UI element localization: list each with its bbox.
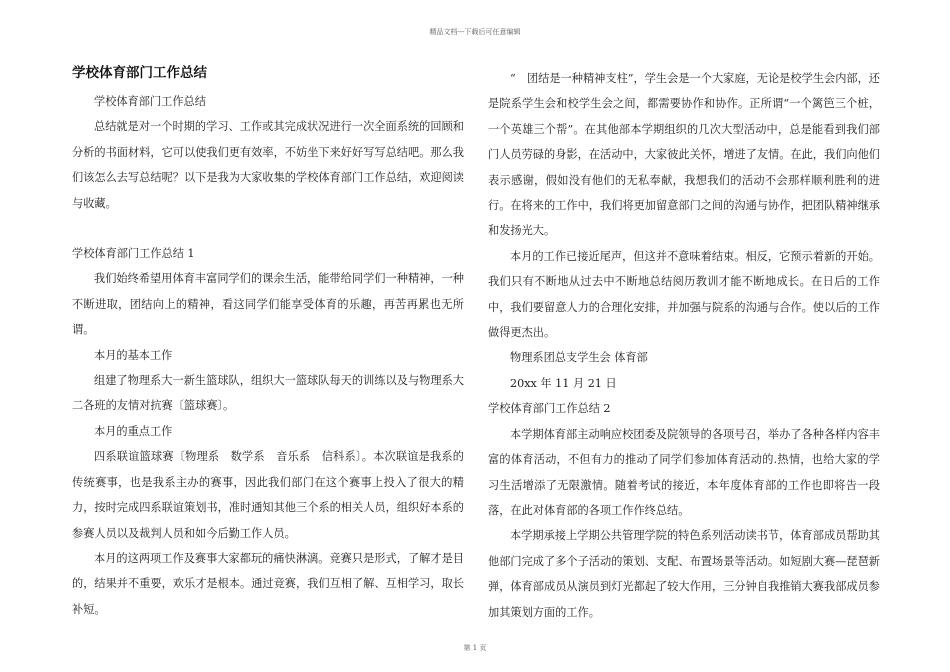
date-line: 20xx 年 11 月 21 日	[510, 376, 617, 390]
page-number: 第 1 页	[463, 644, 487, 652]
key-work-text: 四系联谊篮球赛〔物理系 数学系 音乐系 信科系〕。本次联谊是我系的传统赛事，也是我系主办的赛事，因此我们部门在这个赛事上投入了很大的精力，按时完成四系联谊策划书，准时通知其他三个系的相关人员，组织好本系的参赛人员以及裁判人员和如今后勤工作人员。	[72, 450, 464, 540]
paragraph-month-end: 本月的工作已接近尾声，但这并不意味着结束。相反，它预示着新的开始。我们只有不断地从过去中不断地总结阅历教训才能不断地成长。在日后的工作中，我们要留意人力的合理化安排，并加强与院系的沟通与合作。使以后的工作做得更杰出。	[488, 249, 880, 340]
page-header: 精品文档---下载后可任意编辑	[429, 28, 521, 36]
right-column	[488, 66, 880, 625]
intro-paragraph: 总结就是对一个时期的学习、工作或其完成状况进行一次全面系统的回顾和分析的书面材料，它可以使我们更有效率，不妨坐下来好好写写总结吧。那么我们该怎么去写总结呢？以下是我为大家收集的学校体育部门工作总结，欢迎阅读与收藏。	[72, 120, 464, 210]
basic-work-heading: 本月的基本工作	[94, 348, 173, 362]
spacer	[72, 216, 464, 241]
paragraph-semester: 本学期体育部主动响应校团委及院领导的各项号召，举办了各种各样内容丰富的体育活动，不但有力的推动了同学们参加体育活动的.热情，也给大家的学习生活增添了无限激情。随着考试的接近，本年度体育部的工作也即将告一段落，在此对体育部的各项工作作终总结。	[488, 427, 880, 517]
paragraph-reading-festival: 本学期承接上学期公共管理学院的特色系列活动读书节，体育部成员帮助其他部门完成了多个子活动的策划、支配、布置场景等活动。如短剧大赛—琵琶新弹，体育部成员从演员到灯光都起了较大作用，三分钟自我推销大赛我部成员参加其策划方面的工作。	[488, 529, 880, 619]
paragraph-spirit: 我们始终希望用体育丰富同学们的课余生活，能带给同学们一种精神，一种不断进取，团结向上的精神，看这同学们能享受体育的乐趣，再苦再累也无所谓。	[72, 272, 464, 337]
document-title: 学校体育部门工作总结	[72, 65, 207, 81]
section-heading-2: 学校体育部门工作总结 2	[488, 402, 611, 416]
paragraph-teamwork: “ 团结是一种精神支柱”，学生会是一个大家庭，无论是校学生会内部，还是院系学生会和校学生会之间，都需要协作和协作。正所谓“一个篱笆三个桩，一个英雄三个帮”。在其他部本学期组织的几次大型活动中，总是能看到我们部门人员劳碌的身影，在活动中，大家彼此关怀，增进了友情。在此，我们向他们表示感谢，假如没有他们的无私奉献，我想我们的活动不会那样顺利胜利的进行。在将来的工作中，我们将更加留意部门之间的沟通与协作，把团队精神继承和发扬光大。	[488, 72, 880, 238]
left-column	[72, 58, 464, 622]
paragraph-competition: 本月的这两项工作及赛事大家都玩的痛快淋漓。竞赛只是形式，了解才是目的，结果并不重要，欢乐才是根本。通过竞赛，我们互相了解、互相学习，取长补短。	[72, 551, 464, 616]
key-work-heading: 本月的重点工作	[94, 424, 173, 438]
signature: 物理系团总支学生会 体育部	[510, 351, 648, 365]
section-heading-1: 学校体育部门工作总结 1	[72, 247, 195, 261]
subtitle: 学校体育部门工作总结	[94, 95, 206, 108]
basic-work-text: 组建了物理系大一新生篮球队，组织大一篮球队每天的训练以及与物理系大二各班的友情对抗赛〔篮球赛〕。	[72, 374, 464, 413]
